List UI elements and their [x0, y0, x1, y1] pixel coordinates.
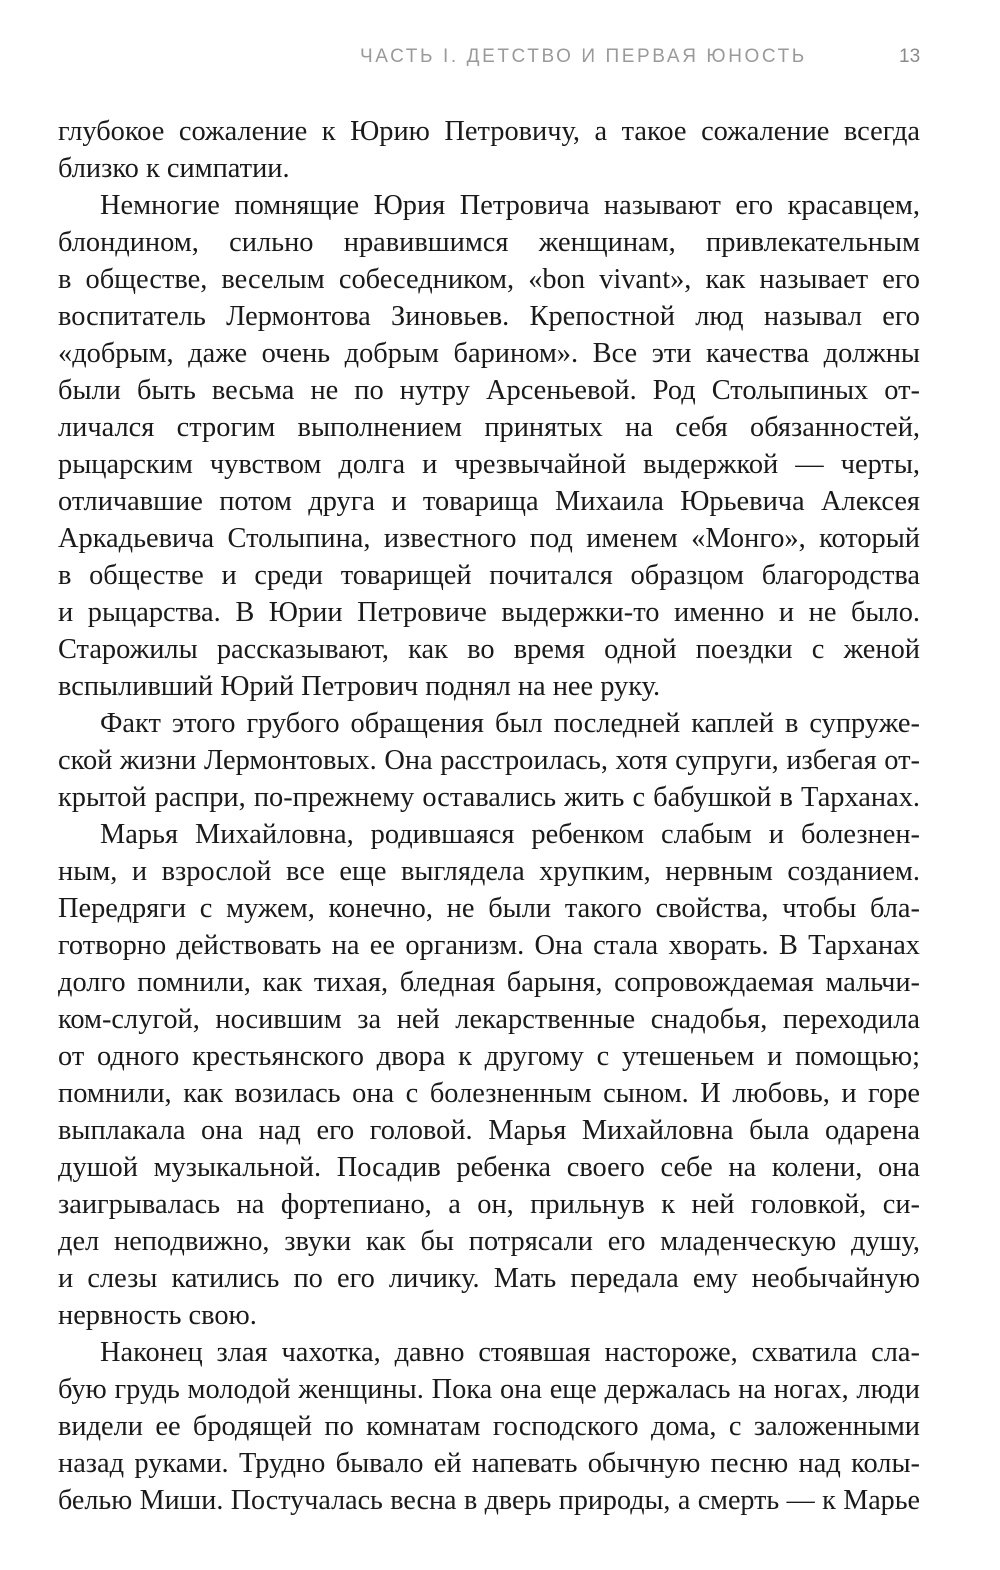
text-line: отличавшие потом друга и товарища Михаила Юрьевича Алексея: [58, 486, 920, 517]
text-line: рыцарским чувством долга и чрезвычайной выдержкой — черты,: [58, 449, 920, 480]
text-line: были быть весьма не по нутру Арсеньевой. Род Столыпиных от-: [58, 375, 920, 406]
text-line: Старожилы рассказывают, как во время одной поездки с женой: [58, 634, 920, 665]
text-line: глубокое сожаление к Юрию Петровичу, а такое сожаление всегда: [58, 116, 920, 147]
text-line: нервность свою.: [58, 1300, 257, 1331]
text-line: Факт этого грубого обращения был последней каплей в супруже-: [100, 708, 920, 739]
text-line: бую грудь молодой женщины. Пока она еще держалась на ногах, люди: [58, 1374, 920, 1405]
text-line: воспитатель Лермонтова Зиновьев. Крепостной люд называл его: [58, 301, 920, 332]
text-line: в обществе и среди товарищей почитался образцом благородства: [58, 560, 920, 591]
body-text: [58, 113, 920, 1519]
text-line: ным, и взрослой все еще выглядела хрупким, нервным созданием.: [58, 856, 920, 887]
text-line: Немногие помнящие Юрия Петровича называют его красавцем,: [100, 190, 920, 221]
text-line: выплакала она над его головой. Марья Михайловна была одарена: [58, 1115, 920, 1146]
text-line: помнили, как возилась она с болезненным сыном. И любовь, и горе: [58, 1078, 920, 1109]
text-line: в обществе, веселым собеседником, «bon vivant», как называет его: [58, 264, 920, 295]
text-line: личался строгим выполнением принятых на себя обязанностей,: [58, 412, 920, 443]
text-line: и рыцарства. В Юрии Петровиче выдержки-то именно и не было.: [58, 597, 920, 628]
running-head: ЧАСТЬ I. ДЕТСТВО И ПЕРВАЯ ЮНОСТЬ: [360, 46, 807, 67]
text-line: крытой распри, по-прежнему оставались жить с бабушкой в Тарханах.: [58, 782, 920, 813]
page-number: 13: [899, 46, 921, 67]
text-line: видели ее бродящей по комнатам господского дома, с заложенными: [58, 1411, 920, 1442]
text-line: Марья Михайловна, родившаяся ребенком слабым и болезнен-: [100, 819, 920, 850]
text-line: от одного крестьянского двора к другому с утешеньем и помощью;: [58, 1041, 920, 1072]
text-line: ской жизни Лермонтовых. Она расстроилась, хотя супруги, избегая от-: [58, 745, 920, 776]
text-line: душой музыкальной. Посадив ребенка своего себе на колени, она: [58, 1152, 920, 1183]
text-line: блондином, сильно нравившимся женщинам, привлекательным: [58, 227, 920, 258]
text-line: белью Миши. Постучалась весна в дверь природы, а смерть — к Марье: [58, 1485, 920, 1516]
text-line: заигрывалась на фортепиано, а он, прильнув к ней головкой, си-: [58, 1189, 920, 1220]
text-line: ком-слугой, носившим за ней лекарственные снадобья, переходила: [58, 1004, 920, 1035]
text-line: и слезы катились по его личику. Мать передала ему необычайную: [58, 1263, 920, 1294]
text-line: готворно действовать на ее организм. Она стала хворать. В Тарханах: [58, 930, 920, 961]
text-line: Аркадьевича Столыпина, известного под именем «Монго», который: [58, 523, 920, 554]
text-line: Наконец злая чахотка, давно стоявшая настороже, схватила сла-: [100, 1337, 920, 1368]
text-line: дел неподвижно, звуки как бы потрясали его младенческую душу,: [58, 1226, 920, 1257]
text-line: Передряги с мужем, конечно, не были такого свойства, чтобы бла-: [58, 893, 920, 924]
text-line: «добрым, даже очень добрым барином». Все эти качества должны: [58, 338, 920, 369]
text-line: близко к симпатии.: [58, 153, 290, 184]
text-line: вспыливший Юрий Петрович поднял на нее руку.: [58, 671, 661, 702]
text-line: назад руками. Трудно бывало ей напевать обычную песню над колы-: [58, 1448, 920, 1479]
text-line: долго помнили, как тихая, бледная барыня, сопровождаемая мальчи-: [58, 967, 920, 998]
